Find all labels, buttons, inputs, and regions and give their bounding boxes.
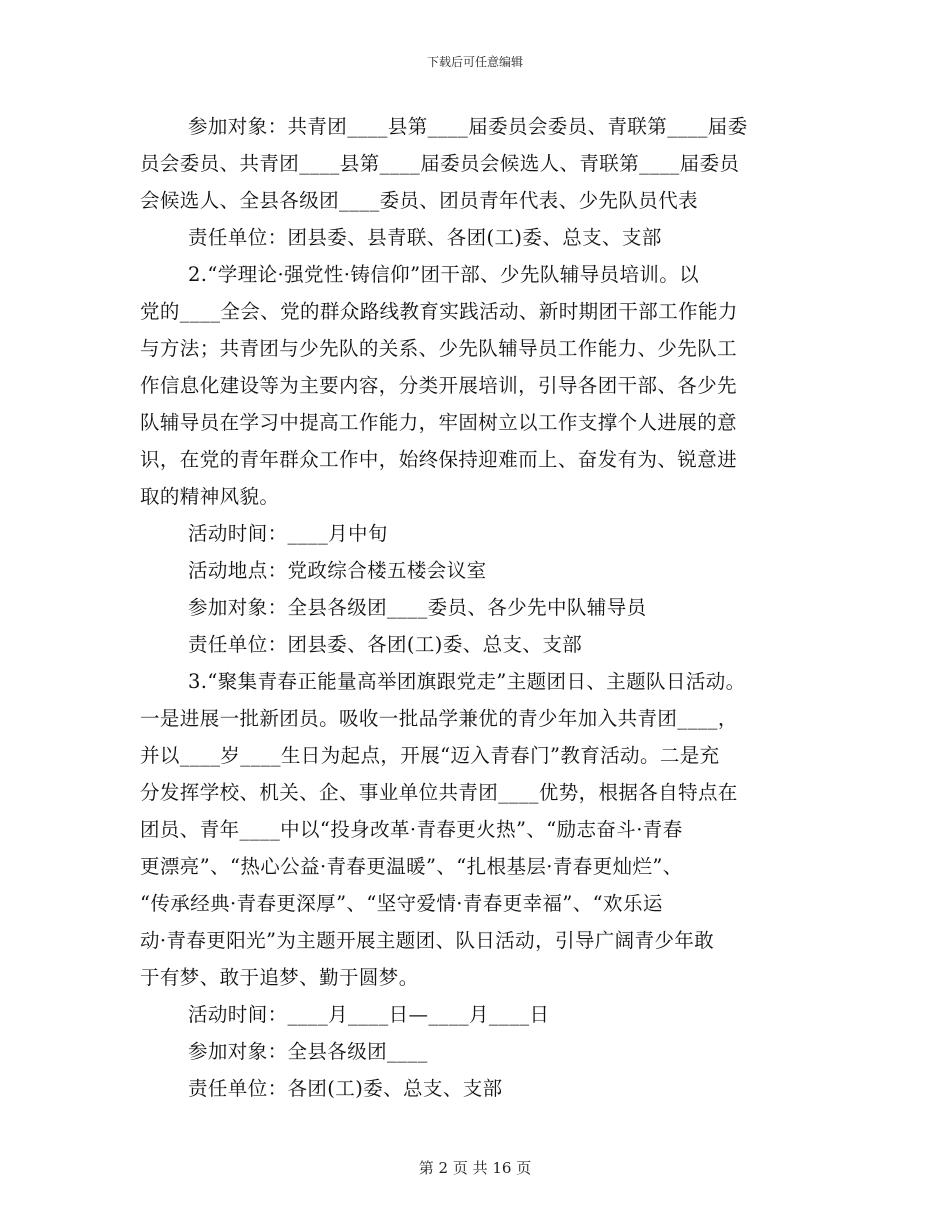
text-line: 3.“聚集青春正能量高举团旗跟党走”主题团日、主题队日活动。	[188, 670, 746, 693]
document-body	[140, 108, 810, 1107]
text-line: 活动地点：党政综合楼五楼会议室	[188, 559, 487, 582]
text-line: 责任单位：各团(工)委、总支、支部	[188, 1077, 503, 1100]
page-footer: 第 2 页 共 16 页	[418, 1159, 532, 1177]
text-line: 动·青春更阳光”为主题开展主题团、队日活动，引导广阔青少年敢	[140, 929, 715, 952]
text-line: 活动时间：____月____日—____月____日	[188, 1003, 550, 1026]
text-line: 活动时间：____月中旬	[188, 522, 388, 545]
text-line: 参加对象：全县各级团____	[188, 1040, 428, 1063]
text-line: 责任单位：团县委、各团(工)委、总支、支部	[188, 633, 583, 656]
text-line: “传承经典·青春更深厚”、“坚守爱情·青春更幸福”、“欢乐运	[140, 892, 663, 915]
text-line: 一是进展一批新团员。吸收一批品学兼优的青少年加入共青团____，	[140, 707, 738, 730]
text-line: 2.“学理论·强党性·铸信仰”团干部、少先队辅导员培训。以	[188, 263, 700, 286]
text-line: 作信息化建设等为主要内容，分类开展培训，引导各团干部、各少先	[140, 374, 738, 397]
text-line: 参加对象：共青团____县第____届委员会委员、青联第____届委	[188, 115, 748, 138]
text-line: 取的精神风貌。	[140, 485, 280, 508]
text-line: 于有梦、敢于追梦、勤于圆梦。	[140, 966, 419, 989]
text-line: 与方法；共青团与少先队的关系、少先队辅导员工作能力、少先队工	[140, 337, 738, 360]
page-header: 下载后可任意编辑	[426, 55, 523, 69]
text-line: 参加对象：全县各级团____委员、各少先中队辅导员	[188, 596, 647, 619]
text-line: 分发挥学校、机关、企、事业单位共青团____优势，根据各自特点在	[140, 781, 738, 804]
text-line: 识，在党的青年群众工作中，始终保持迎难而上、奋发有为、锐意进	[140, 448, 738, 471]
text-line: 员会委员、共青团____县第____届委员会候选人、青联第____届委员	[140, 152, 740, 175]
text-line: 会候选人、全县各级团____委员、团员青年代表、少先队员代表	[140, 189, 699, 212]
text-line: 团员、青年____中以“投身改革·青春更火热”、“励志奋斗·青春	[140, 818, 683, 841]
text-line: 责任单位：团县委、县青联、各团(工)委、总支、支部	[188, 226, 662, 249]
text-line: 党的____全会、党的群众路线教育实践活动、新时期团干部工作能力	[140, 300, 738, 323]
text-line: 队辅导员在学习中提高工作能力，牢固树立以工作支撑个人进展的意	[140, 411, 738, 434]
text-line: 并以____岁____生日为起点，开展“迈入青春门”教育活动。二是充	[140, 744, 720, 767]
text-line: 更漂亮”、“热心公益·青春更温暖”、“扎根基层·青春更灿烂”、	[140, 855, 683, 878]
